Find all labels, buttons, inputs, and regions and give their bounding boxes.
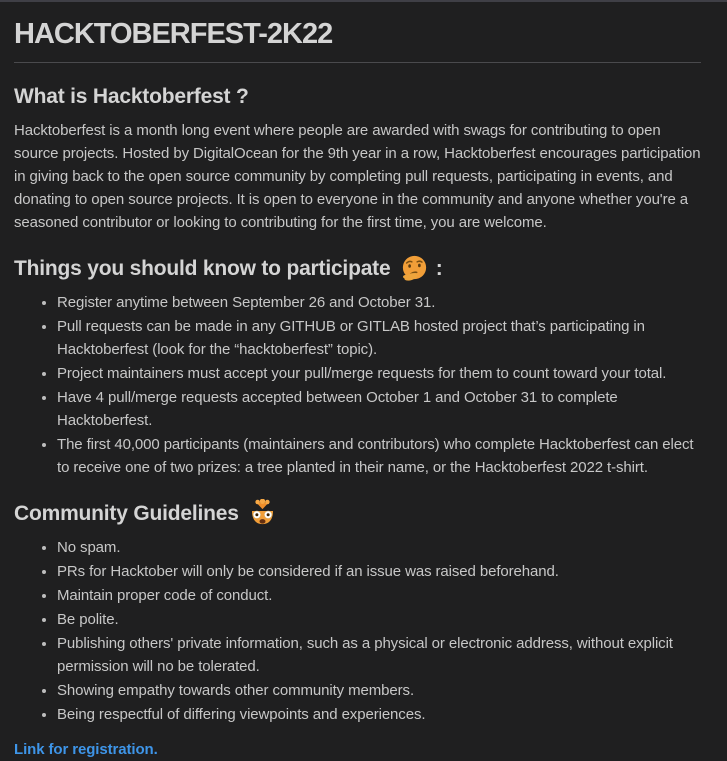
things-to-know-list: [14, 291, 701, 479]
section-heading-community-guidelines: [14, 499, 701, 528]
section-heading-what-is-hacktoberfest: What is Hacktoberfest ?: [14, 85, 249, 108]
intro-paragraph: Hacktoberfest is a month long event where people are awarded with swags for contributing to open source projects. Hosted by DigitalOcean for the 9th year in a row, Hacktoberfest encourages participation in giving back to the open source community by completing pull requests, participating in events, and donating to open source projects. It is open to everyone in the community and anyone whether you're a seasoned contributor or looking to contributing for the first time, you are welcome.: [14, 122, 701, 231]
list-item: • No spam.: [57, 536, 701, 559]
list-item: • Pull requests can be made in any GITHUB or GITLAB hosted project that’s participating in Hacktoberfest (look for the “hacktoberfest” topic).: [57, 315, 701, 361]
readme-document: [0, 2, 727, 761]
list-item: • PRs for Hacktober will only be considered if an issue was raised beforehand.: [57, 560, 701, 583]
list-item: • Be polite.: [57, 608, 701, 631]
title-divider: [14, 62, 701, 63]
page-title: HACKTOBERFEST-2K22: [14, 18, 333, 50]
registration-link[interactable]: Link for registration.: [14, 741, 158, 758]
footer-link-line: [14, 738, 701, 761]
heading-text: Community Guidelines: [14, 502, 239, 525]
list-item: • Register anytime between September 26 and October 31.: [57, 291, 701, 314]
list-item: • Publishing others' private information, such as a physical or electronic address, without explicit permission will no be tolerated.: [57, 632, 701, 678]
list-item: • Project maintainers must accept your pull/merge requests for them to count toward your total.: [57, 362, 701, 385]
section-heading-things-to-know: [14, 254, 701, 283]
list-item: • Being respectful of differing viewpoints and experiences.: [57, 703, 701, 726]
list-item: • The first 40,000 participants (maintainers and contributors) who complete Hacktoberfest can elect to receive one of two prizes: a tree planted in their name, or the Hacktoberfest 2022 t-shirt.: [57, 433, 701, 479]
community-guidelines-list: [14, 536, 701, 726]
heading-text: Things you should know to participate: [14, 257, 391, 280]
heading-colon: :: [435, 257, 443, 280]
thinking-face-emoji: [401, 254, 428, 281]
exploding-head-emoji: [249, 499, 276, 526]
list-item: • Have 4 pull/merge requests accepted between October 1 and October 31 to complete Hacktoberfest.: [57, 386, 701, 432]
list-item: • Maintain proper code of conduct.: [57, 584, 701, 607]
list-item: • Showing empathy towards other community members.: [57, 679, 701, 702]
